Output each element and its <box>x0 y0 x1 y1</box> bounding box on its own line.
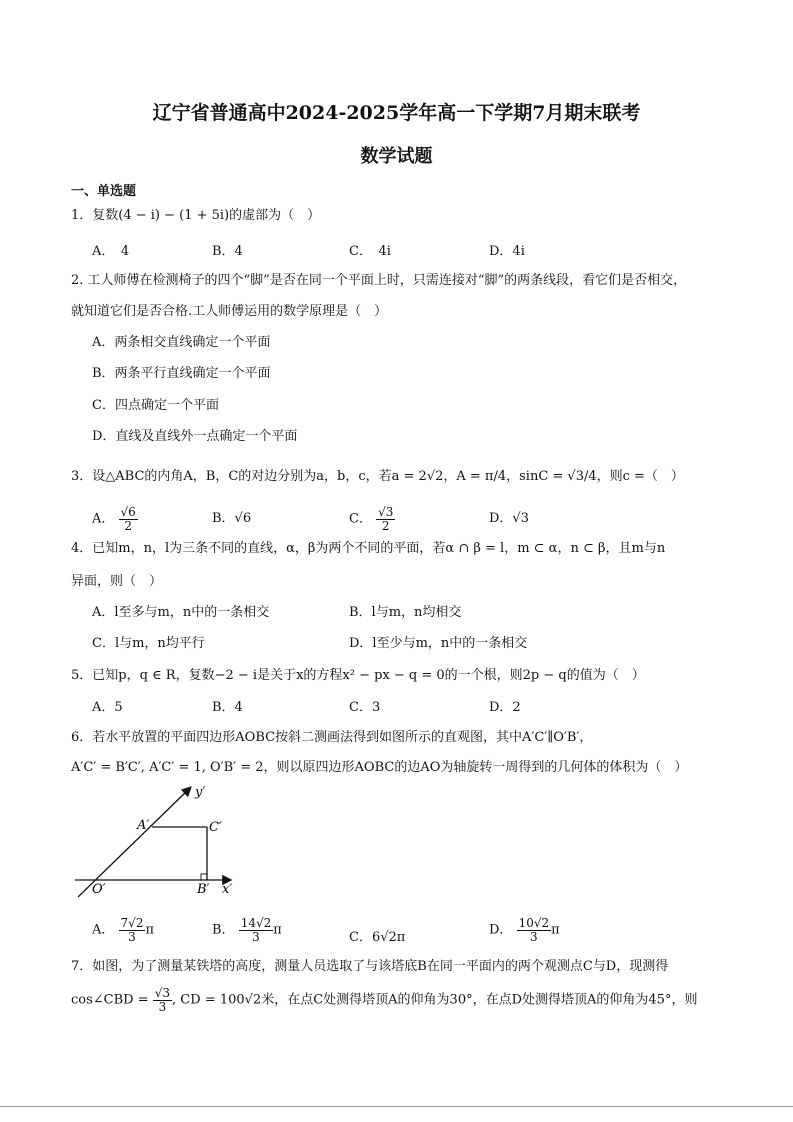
q6-option-b-label: B． <box>212 922 235 938</box>
label-y: y′ <box>195 785 206 800</box>
label-a: A′ <box>137 818 150 833</box>
cd-expression: , CD = 100√2 <box>172 992 262 1008</box>
q6-option-d <box>489 917 560 943</box>
q6-option-b <box>212 917 282 943</box>
q5-option-b: B．4 <box>212 700 243 715</box>
pi-symbol: π <box>273 922 282 938</box>
q3-option-a <box>92 506 138 532</box>
q6-option-d-fraction <box>517 917 552 943</box>
fraction-numerator: √3 <box>154 986 171 1000</box>
y-axis <box>78 788 190 897</box>
page-bottom-rule <box>0 1106 793 1107</box>
q6-option-b-fraction <box>239 917 274 943</box>
q1-option-b: B．4 <box>212 244 243 259</box>
q2-option-d: D．直线及直线外一点确定一个平面 <box>92 429 298 444</box>
question-4-stem-line2: 异面，则（ ） <box>71 574 163 589</box>
question-7-stem-line1: 7．如图，为了测量某铁塔的高度，测量人员选取了与该塔底B在同一平面内的两个观测点C与D，现测得 <box>71 959 669 974</box>
question-2-stem-line1: 2. 工人师傅在检测椅子的四个“脚”是否在同一个平面上时，只需连接对“脚”的两条线段，看它们是否相交， <box>71 273 687 288</box>
q6-option-a-fraction <box>119 917 146 943</box>
question-6-stem-line1: 6．若水平放置的平面四边形AOBC按斜二测画法得到如图所示的直观图，其中A′C′∥O′B′， <box>71 730 593 745</box>
fraction-denominator: 3 <box>128 929 136 944</box>
q6-option-a-label: A． <box>92 922 115 938</box>
label-c: C′ <box>209 820 222 835</box>
q5-option-c: C．3 <box>349 700 381 715</box>
question-6-stem-line2: A′C′ = B′C′, A′C′ = 1, O′B′ = 2，则以原四边形AOBC的边AO为轴旋转一周得到的几何体的体积为（ ） <box>71 760 688 775</box>
q5-option-d: D．2 <box>489 700 521 715</box>
fraction-numerator: √6 <box>120 505 136 519</box>
q3-option-a-fraction <box>119 506 138 532</box>
q1-option-c: C． 4i <box>349 244 391 259</box>
q3-option-b: B．√6 <box>212 511 252 526</box>
q6-figure-intuitive-diagram <box>70 780 250 900</box>
cos-fraction <box>153 987 172 1013</box>
fraction-numerator: 7√2 <box>120 916 144 930</box>
label-o: O′ <box>92 882 106 897</box>
q6-option-c: C．6√2π <box>349 930 406 945</box>
q2-option-b: B．两条平行直线确定一个平面 <box>92 366 271 381</box>
q4-option-a: A．l至多与m，n中的一条相交 <box>92 605 270 620</box>
question-5-stem: 5．已知p，q ∈ R，复数−2 − i是关于x的方程x² − px − q = 0的一个根，则2p − q的值为（ ） <box>71 668 645 683</box>
right-angle-mark <box>201 874 207 880</box>
label-b: B′ <box>197 882 210 897</box>
fraction-denominator: 2 <box>124 518 132 533</box>
fraction-numerator: √3 <box>378 505 394 519</box>
question-7-stem-line2-rest: 米，在点C处测得塔顶A的仰角为30°，在点D处测得塔顶A的仰角为45°，则 <box>261 992 698 1008</box>
fraction-numerator: 14√2 <box>240 916 272 930</box>
page-title: 辽宁省普通高中2024-2025学年高一下学期7月期末联考 <box>152 102 641 124</box>
pi-symbol: π <box>551 922 560 938</box>
pi-symbol: π <box>145 922 154 938</box>
q2-option-a: A．两条相交直线确定一个平面 <box>92 335 271 350</box>
q3-option-d: D．√3 <box>489 511 529 526</box>
q3-option-c-fraction <box>376 506 395 532</box>
page-subtitle: 数学试题 <box>360 146 433 167</box>
label-x: x′ <box>222 882 233 897</box>
section-heading: 一、单选题 <box>71 184 137 199</box>
q3-option-a-label: A． <box>92 511 115 527</box>
q3-option-c <box>349 506 395 532</box>
question-2-stem-line2: 就知道它们是否合格.工人师傅运用的数学原理是（ ） <box>71 304 388 319</box>
q5-option-a: A．5 <box>92 700 123 715</box>
fraction-denominator: 3 <box>252 929 260 944</box>
q4-option-b: B．l与m，n均相交 <box>349 605 462 620</box>
question-3-stem: 3．设△ABC的内角A，B，C的对边分别为a，b，c，若a = 2√2，A = π/4，sinC = √3/4，则c =（ ） <box>71 469 684 484</box>
q4-option-c: C．l与m，n均平行 <box>92 636 205 651</box>
q1-option-d: D．4i <box>489 244 525 259</box>
q1-option-a: A． 4 <box>92 244 130 259</box>
q4-option-d: D．l至少与m，n中的一条相交 <box>349 636 528 651</box>
q6-option-a <box>92 917 154 943</box>
fraction-denominator: 3 <box>530 929 538 944</box>
q2-option-c: C．四点确定一个平面 <box>92 398 219 413</box>
fraction-numerator: 10√2 <box>518 916 550 930</box>
question-7-stem-line2 <box>71 987 697 1013</box>
question-4-stem-line1: 4．已知m，n，l为三条不同的直线，α，β为两个不同的平面，若α ∩ β = l，m ⊂ α，n ⊂ β，且m与n <box>71 541 666 556</box>
question-1-stem: 1．复数(4 − i) − (1 + 5i)的虚部为（ ） <box>71 208 321 223</box>
fraction-denominator: 3 <box>158 999 167 1014</box>
fraction-denominator: 2 <box>381 518 390 533</box>
cos-expression: cos∠CBD = <box>71 992 153 1008</box>
q6-option-d-label: D． <box>489 922 513 938</box>
q3-option-c-label: C． <box>349 511 372 527</box>
